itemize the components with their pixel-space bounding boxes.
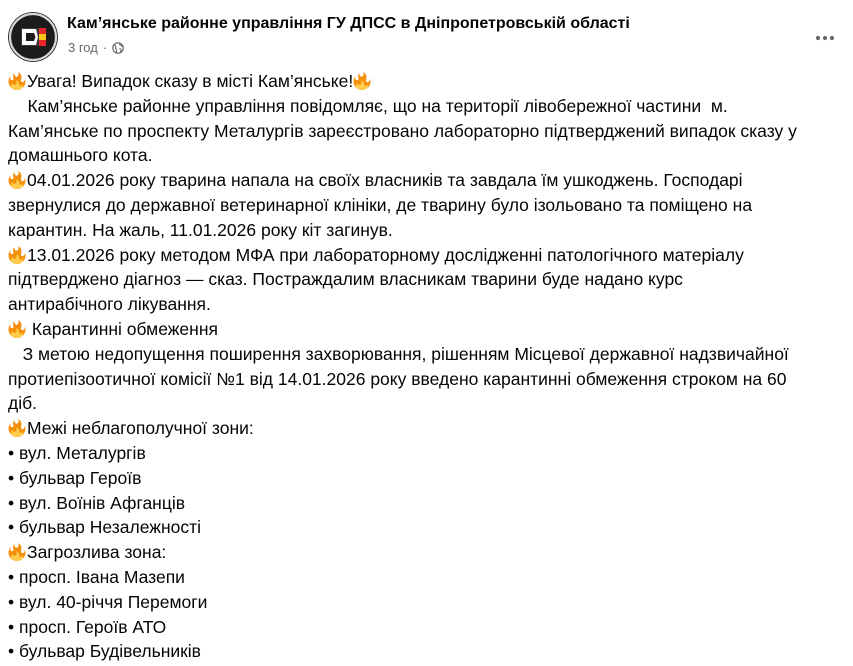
post-line-text: антирабічного лікування. bbox=[8, 294, 211, 315]
post-line bbox=[8, 416, 848, 441]
post-line-text: карантин. На жаль, 11.01.2026 року кіт загинув. bbox=[8, 219, 393, 240]
meta-separator: · bbox=[102, 40, 108, 55]
post-line-text: • бульвар Незалежності bbox=[8, 517, 201, 538]
post-line bbox=[8, 590, 848, 615]
post-line bbox=[8, 540, 848, 565]
post-line bbox=[8, 69, 848, 94]
post-line-text: Межі неблагополучної зони: bbox=[27, 418, 254, 439]
post-line-text: Кам’янське по проспекту Металургів зареєстровано лабораторно підтверджений випадок сказу у bbox=[8, 120, 797, 141]
post-line bbox=[8, 565, 848, 590]
post-line-text: звернулися до державної ветеринарної клініки, де тварину було ізольовано та поміщено на bbox=[8, 194, 753, 215]
post-line-text: протиепізоотичної комісії №1 від 14.01.2026 року введено карантинні обмеження строком на 60 bbox=[8, 368, 787, 389]
post-line-text: • бульвар Героїв bbox=[8, 467, 142, 488]
post-line bbox=[8, 94, 848, 119]
fire-emoji-icon bbox=[8, 543, 26, 561]
post-line bbox=[8, 292, 848, 317]
post-line bbox=[8, 441, 848, 466]
fire-emoji-icon bbox=[353, 72, 371, 90]
post-line bbox=[8, 367, 848, 392]
page-avatar[interactable] bbox=[8, 12, 58, 62]
post-line-text: • бульвар Будівельників bbox=[8, 641, 201, 662]
post-line bbox=[8, 317, 848, 342]
post-line-text: • просп. Героїв АТО bbox=[8, 616, 167, 637]
fire-emoji-icon bbox=[8, 171, 26, 189]
post-line bbox=[8, 615, 848, 640]
more-options-button[interactable] bbox=[807, 20, 843, 56]
post-line-text: 13.01.2026 року методом МФА при лабораторному дослідженні патологічного матеріалу bbox=[27, 244, 744, 265]
page-name-link[interactable]: Кам’янське районне управління ГУ ДПСС в Дніпропетровській області bbox=[67, 15, 630, 32]
post-line-text: домашнього кота. bbox=[8, 145, 153, 166]
fire-emoji-icon bbox=[8, 72, 26, 90]
post-line-text: підтверджено діагноз — сказ. Постраждалим власникам тварини буде надано курс bbox=[8, 269, 683, 290]
fire-emoji-icon bbox=[8, 419, 26, 437]
post-line-text: • вул. Металургів bbox=[8, 442, 146, 463]
post-line bbox=[8, 466, 848, 491]
post-line-text: • вул. Воїнів Афганців bbox=[8, 492, 186, 513]
fire-emoji-icon bbox=[8, 246, 26, 264]
post-line-text: Кам’янське районне управління повідомляє, що на території лівобережної частини м. bbox=[8, 95, 728, 116]
post-line-text: Увага! Випадок сказу в місті Кам’янське! bbox=[27, 71, 354, 91]
post-line bbox=[8, 243, 848, 268]
post-line bbox=[8, 218, 848, 243]
post-line bbox=[8, 515, 848, 540]
post-line bbox=[8, 193, 848, 218]
fire-emoji-icon bbox=[8, 320, 26, 338]
post-line-text: Загрозлива зона: bbox=[27, 542, 167, 563]
post-line bbox=[8, 143, 848, 168]
post-line-text: З метою недопущення поширення захворювання, рішенням Місцевої державної надзвичайної bbox=[8, 343, 789, 364]
post-line bbox=[8, 168, 848, 193]
post-line-text: • просп. Івана Мазепи bbox=[8, 566, 185, 587]
globe-icon[interactable] bbox=[112, 42, 124, 54]
post-line-text: Карантинні обмеження bbox=[27, 318, 218, 339]
post-line bbox=[8, 342, 848, 367]
post-line bbox=[8, 119, 848, 144]
post-line-text: • вул. 40-річчя Перемоги bbox=[8, 591, 208, 612]
post-timestamp[interactable]: 3 год bbox=[68, 40, 98, 55]
post-text bbox=[8, 69, 848, 664]
post-line-text: 04.01.2026 року тварина напала на своїх власників та завдала їм ушкоджень. Господарі bbox=[27, 170, 743, 191]
post-line-text: діб. bbox=[8, 393, 37, 414]
post-header bbox=[8, 12, 845, 62]
post-line bbox=[8, 491, 848, 516]
post-line bbox=[8, 267, 848, 292]
page-logo-icon bbox=[8, 12, 58, 62]
more-horizontal-icon bbox=[815, 35, 835, 41]
post-line bbox=[8, 391, 848, 416]
post-line bbox=[8, 639, 848, 664]
post-meta bbox=[68, 39, 124, 57]
